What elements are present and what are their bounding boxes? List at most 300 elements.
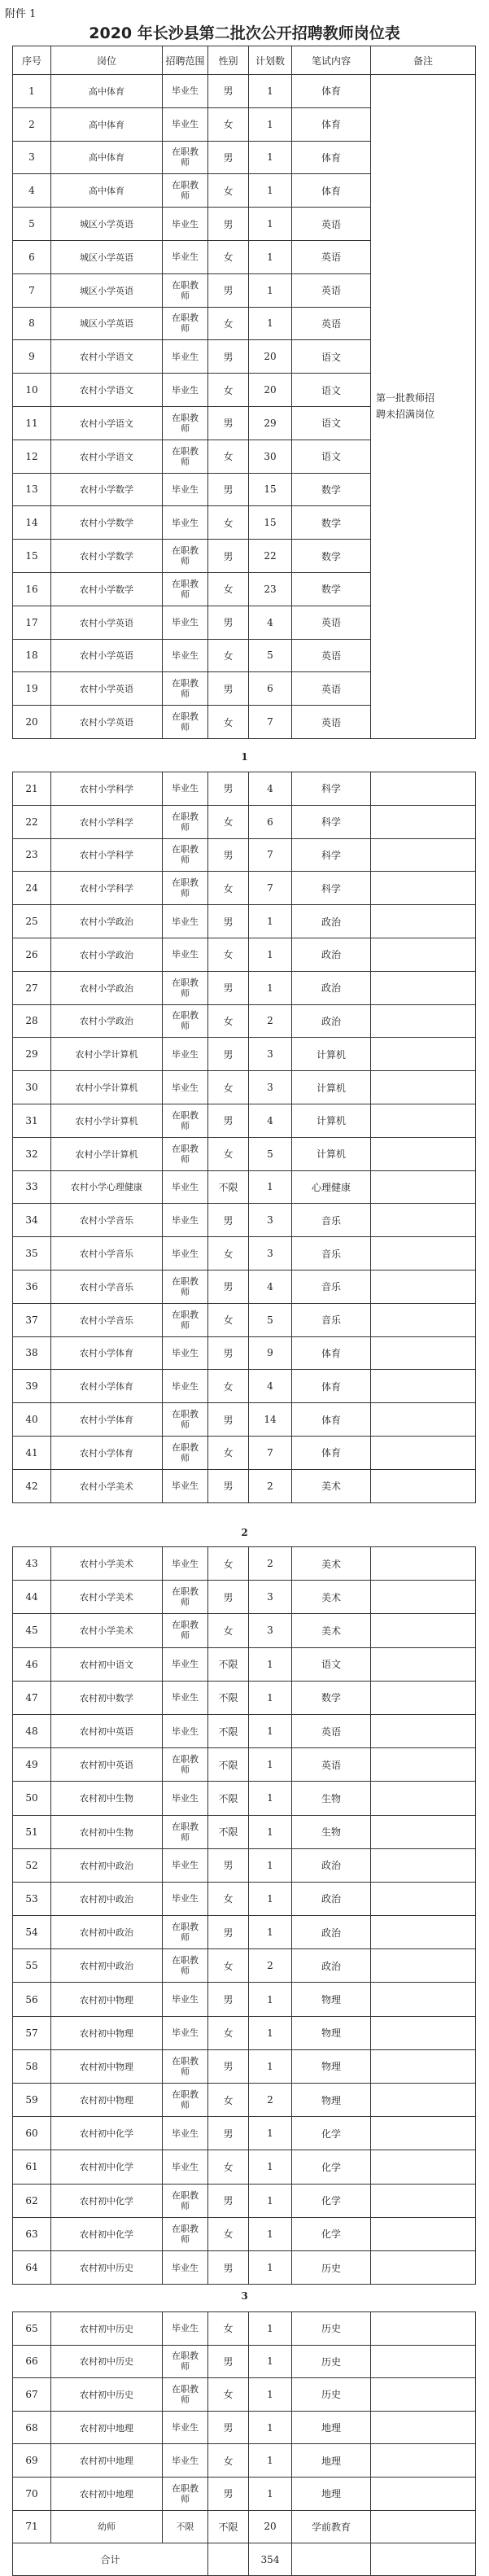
position-name: 农村初中历史: [51, 2250, 163, 2284]
recruit-range: 在职教师: [163, 273, 208, 307]
exam-subject: 政治: [292, 905, 371, 938]
row-number: 47: [13, 1681, 51, 1714]
gender: 不限: [208, 1714, 249, 1747]
gender: 男: [208, 606, 249, 639]
exam-subject: 数学: [292, 540, 371, 573]
table-row: [13, 1714, 476, 1747]
gender: 男: [208, 208, 249, 241]
position-name: 农村初中物理: [51, 2016, 163, 2049]
table-row: [13, 1469, 476, 1502]
recruit-range: 在职教师: [163, 1748, 208, 1782]
plan-count: 2: [249, 1949, 292, 1983]
row-number: 62: [13, 2184, 51, 2217]
remark-cell: [371, 2184, 476, 2217]
exam-subject: 英语: [292, 639, 371, 672]
row-number: 17: [13, 606, 51, 639]
exam-subject: 科学: [292, 838, 371, 872]
plan-count: 22: [249, 540, 292, 573]
gender: 女: [208, 872, 249, 905]
row-number: 3: [13, 141, 51, 174]
exam-subject: 物理: [292, 1983, 371, 2016]
row-number: 22: [13, 805, 51, 838]
gender: 女: [208, 2217, 249, 2250]
remark-cell: [371, 1815, 476, 1848]
position-name: 农村初中政治: [51, 1848, 163, 1882]
remark-cell: [371, 1170, 476, 1204]
plan-count: 1: [249, 1782, 292, 1815]
header-cell: 备注: [371, 46, 476, 75]
gender: 男: [208, 2411, 249, 2444]
plan-count: 3: [249, 1038, 292, 1071]
row-number: 11: [13, 406, 51, 440]
gender: 女: [208, 1949, 249, 1983]
gender: 女: [208, 2378, 249, 2412]
gender: 女: [208, 2016, 249, 2049]
recruit-range: 毕业生: [163, 1647, 208, 1681]
exam-subject: 体育: [292, 141, 371, 174]
plan-count: 2: [249, 1547, 292, 1581]
exam-subject: 历史: [292, 2312, 371, 2346]
position-name: 农村小学科学: [51, 805, 163, 838]
recruit-range: 在职教师: [163, 2345, 208, 2378]
table-row: [13, 2150, 476, 2184]
recruit-range: 在职教师: [163, 706, 208, 739]
gender: 女: [208, 2084, 249, 2117]
exam-subject: 物理: [292, 2049, 371, 2083]
position-name: 高中体育: [51, 141, 163, 174]
row-number: 38: [13, 1336, 51, 1370]
position-name: 农村初中语文: [51, 1647, 163, 1681]
table-row: [13, 1614, 476, 1647]
exam-subject: 体育: [292, 107, 371, 141]
position-name: 农村小学美术: [51, 1581, 163, 1614]
remark-cell: [371, 1004, 476, 1038]
total-label: 合计: [13, 2543, 208, 2576]
plan-count: 1: [249, 141, 292, 174]
plan-count: 1: [249, 938, 292, 971]
table-row: [13, 1403, 476, 1437]
recruit-range: 毕业生: [163, 2150, 208, 2184]
gender: 男: [208, 141, 249, 174]
table-row: [13, 1748, 476, 1782]
remark-cell: [371, 805, 476, 838]
gender: 女: [208, 1614, 249, 1647]
position-name: 农村小学计算机: [51, 1137, 163, 1170]
remark-cell: [371, 1614, 476, 1647]
plan-count: 1: [249, 1170, 292, 1204]
row-number: 36: [13, 1270, 51, 1303]
exam-subject: 美术: [292, 1469, 371, 1502]
gender: 男: [208, 406, 249, 440]
recruit-range: 毕业生: [163, 1782, 208, 1815]
recruit-range: 毕业生: [163, 107, 208, 141]
exam-subject: 体育: [292, 1436, 371, 1469]
remark-cell: [371, 1581, 476, 1614]
header-cell: 性别: [208, 46, 249, 75]
table-row: [13, 2411, 476, 2444]
recruit-range: 在职教师: [163, 1104, 208, 1137]
exam-subject: 心理健康: [292, 1170, 371, 1204]
exam-subject: 政治: [292, 1949, 371, 1983]
row-number: 39: [13, 1370, 51, 1403]
recruit-range: 在职教师: [163, 1581, 208, 1614]
position-name: 高中体育: [51, 75, 163, 108]
plan-count: 1: [249, 2217, 292, 2250]
gender: 女: [208, 572, 249, 606]
recruit-range: 在职教师: [163, 2217, 208, 2250]
position-name: 农村初中生物: [51, 1782, 163, 1815]
table-row: [13, 772, 476, 806]
row-number: 16: [13, 572, 51, 606]
position-name: 幼师: [51, 2510, 163, 2543]
plan-count: 1: [249, 2117, 292, 2150]
exam-subject: 语文: [292, 374, 371, 407]
table-row: [13, 1104, 476, 1137]
recruit-range: 毕业生: [163, 2444, 208, 2478]
row-number: 31: [13, 1104, 51, 1137]
exam-subject: 语文: [292, 1647, 371, 1681]
exam-subject: 美术: [292, 1581, 371, 1614]
plan-count: 20: [249, 374, 292, 407]
recruit-range: 在职教师: [163, 540, 208, 573]
plan-count: 4: [249, 1104, 292, 1137]
plan-count: 5: [249, 1303, 292, 1336]
row-number: 4: [13, 174, 51, 208]
gender: 男: [208, 2345, 249, 2378]
exam-subject: 体育: [292, 75, 371, 108]
exam-subject: 政治: [292, 1004, 371, 1038]
positions-table-page-2: [12, 772, 476, 1503]
position-name: 农村小学英语: [51, 606, 163, 639]
remark-cell: [371, 938, 476, 971]
gender: 女: [208, 1370, 249, 1403]
exam-subject: 政治: [292, 938, 371, 971]
total-spacer: [208, 2543, 249, 2576]
position-name: 农村小学语文: [51, 374, 163, 407]
gender: 男: [208, 1983, 249, 2016]
gender: 男: [208, 340, 249, 374]
position-name: 农村小学计算机: [51, 1104, 163, 1137]
position-name: 农村小学科学: [51, 872, 163, 905]
table-row: [13, 872, 476, 905]
gender: 男: [208, 1038, 249, 1071]
remark-cell: [371, 2084, 476, 2117]
page-number: 2: [241, 1527, 248, 1538]
gender: 男: [208, 2117, 249, 2150]
plan-count: 4: [249, 606, 292, 639]
remark-cell: [371, 1748, 476, 1782]
plan-count: 14: [249, 1403, 292, 1437]
positions-table-page-1: [12, 46, 476, 739]
recruit-range: 毕业生: [163, 938, 208, 971]
position-name: 农村初中政治: [51, 1882, 163, 1915]
exam-subject: 体育: [292, 1336, 371, 1370]
plan-count: 15: [249, 506, 292, 540]
position-name: 农村小学数学: [51, 473, 163, 506]
gender: 女: [208, 107, 249, 141]
table-row: [13, 1916, 476, 1949]
remark-cell: [371, 1949, 476, 1983]
position-name: 农村小学科学: [51, 772, 163, 806]
remark-cell: [371, 1071, 476, 1104]
row-number: 70: [13, 2477, 51, 2510]
row-number: 19: [13, 672, 51, 706]
exam-subject: 语文: [292, 340, 371, 374]
plan-count: 5: [249, 1137, 292, 1170]
table-row: [13, 1681, 476, 1714]
exam-subject: 物理: [292, 2084, 371, 2117]
table-row: [13, 905, 476, 938]
gender: 不限: [208, 1647, 249, 1681]
row-number: 7: [13, 273, 51, 307]
page-number: 1: [241, 751, 248, 763]
row-number: 33: [13, 1170, 51, 1204]
gender: 女: [208, 805, 249, 838]
row-number: 65: [13, 2312, 51, 2346]
position-name: 农村小学政治: [51, 971, 163, 1004]
row-number: 71: [13, 2510, 51, 2543]
remark-cell: [371, 971, 476, 1004]
row-number: 69: [13, 2444, 51, 2478]
remark-cell: [371, 905, 476, 938]
exam-subject: 英语: [292, 606, 371, 639]
row-number: 57: [13, 2016, 51, 2049]
position-name: 农村小学科学: [51, 838, 163, 872]
recruit-range: 毕业生: [163, 2250, 208, 2284]
recruit-range: 在职教师: [163, 2184, 208, 2217]
remark-cell: [371, 772, 476, 806]
plan-count: 30: [249, 440, 292, 473]
exam-subject: 英语: [292, 1714, 371, 1747]
exam-subject: 政治: [292, 1916, 371, 1949]
exam-subject: 地理: [292, 2477, 371, 2510]
remark-cell: [371, 2510, 476, 2543]
recruit-range: 在职教师: [163, 1916, 208, 1949]
table-header-row: [13, 46, 476, 75]
row-number: 49: [13, 1748, 51, 1782]
table-row: [13, 838, 476, 872]
plan-count: 4: [249, 1370, 292, 1403]
table-row: [13, 2016, 476, 2049]
exam-subject: 学前教育: [292, 2510, 371, 2543]
row-number: 21: [13, 772, 51, 806]
recruit-range: 毕业生: [163, 1681, 208, 1714]
plan-count: 3: [249, 1237, 292, 1271]
recruit-range: 在职教师: [163, 1004, 208, 1038]
remark-cell: [371, 1469, 476, 1502]
table-row: [13, 1647, 476, 1681]
attachment-label: 附件 1: [5, 8, 37, 20]
gender: 男: [208, 838, 249, 872]
recruit-range: 毕业生: [163, 340, 208, 374]
gender: 女: [208, 374, 249, 407]
remark-cell: 第一批教师招聘未招满岗位: [371, 75, 476, 739]
plan-count: 1: [249, 1748, 292, 1782]
exam-subject: 历史: [292, 2378, 371, 2412]
gender: 女: [208, 174, 249, 208]
recruit-range: 在职教师: [163, 672, 208, 706]
remark-cell: [371, 1204, 476, 1237]
plan-count: 1: [249, 905, 292, 938]
header-cell: 序号: [13, 46, 51, 75]
plan-count: 3: [249, 1204, 292, 1237]
position-name: 农村初中化学: [51, 2150, 163, 2184]
position-name: 农村小学数学: [51, 540, 163, 573]
exam-subject: 数学: [292, 506, 371, 540]
row-number: 59: [13, 2084, 51, 2117]
recruit-range: 毕业生: [163, 1204, 208, 1237]
row-number: 54: [13, 1916, 51, 1949]
recruit-range: 在职教师: [163, 2477, 208, 2510]
page-title: 2020 年长沙县第二批次公开招聘教师岗位表: [89, 24, 400, 42]
position-name: 农村初中生物: [51, 1815, 163, 1848]
plan-count: 7: [249, 838, 292, 872]
position-name: 农村小学英语: [51, 706, 163, 739]
row-number: 64: [13, 2250, 51, 2284]
plan-count: 1: [249, 1882, 292, 1915]
row-number: 25: [13, 905, 51, 938]
row-number: 9: [13, 340, 51, 374]
exam-subject: 语文: [292, 406, 371, 440]
gender: 不限: [208, 1681, 249, 1714]
remark-cell: [371, 1714, 476, 1747]
recruit-range: 毕业生: [163, 772, 208, 806]
row-number: 28: [13, 1004, 51, 1038]
remark-cell: [371, 1983, 476, 2016]
gender: 女: [208, 1004, 249, 1038]
plan-count: 20: [249, 340, 292, 374]
table-row: [13, 2084, 476, 2117]
table-row: [13, 1581, 476, 1614]
plan-count: 1: [249, 1647, 292, 1681]
row-number: 35: [13, 1237, 51, 1271]
position-name: 农村小学数学: [51, 572, 163, 606]
remark-cell: [371, 1403, 476, 1437]
plan-count: 1: [249, 1848, 292, 1882]
recruit-range: 在职教师: [163, 2084, 208, 2117]
position-name: 农村小学音乐: [51, 1237, 163, 1271]
plan-count: 15: [249, 473, 292, 506]
table-row: [13, 2217, 476, 2250]
table-row: [13, 2184, 476, 2217]
position-name: 农村小学英语: [51, 639, 163, 672]
row-number: 46: [13, 1647, 51, 1681]
position-name: 农村初中政治: [51, 1949, 163, 1983]
remark-cell: [371, 1882, 476, 1915]
gender: 不限: [208, 1748, 249, 1782]
plan-count: 2: [249, 1004, 292, 1038]
row-number: 12: [13, 440, 51, 473]
plan-count: 1: [249, 208, 292, 241]
gender: 女: [208, 1071, 249, 1104]
table-row: [13, 2117, 476, 2150]
row-number: 52: [13, 1848, 51, 1882]
remark-cell: [371, 1038, 476, 1071]
recruit-range: 在职教师: [163, 307, 208, 340]
exam-subject: 计算机: [292, 1038, 371, 1071]
recruit-range: 毕业生: [163, 1071, 208, 1104]
row-number: 48: [13, 1714, 51, 1747]
exam-subject: 英语: [292, 307, 371, 340]
position-name: 农村初中政治: [51, 1916, 163, 1949]
table-row: [13, 2378, 476, 2412]
recruit-range: 在职教师: [163, 406, 208, 440]
position-name: 农村初中化学: [51, 2217, 163, 2250]
row-number: 53: [13, 1882, 51, 1915]
row-number: 27: [13, 971, 51, 1004]
position-name: 农村小学政治: [51, 938, 163, 971]
position-name: 农村小学音乐: [51, 1204, 163, 1237]
row-number: 44: [13, 1581, 51, 1614]
plan-count: 1: [249, 2049, 292, 2083]
recruit-range: 在职教师: [163, 1614, 208, 1647]
position-name: 农村初中历史: [51, 2312, 163, 2346]
position-name: 农村小学美术: [51, 1614, 163, 1647]
exam-subject: 美术: [292, 1614, 371, 1647]
gender: 男: [208, 1403, 249, 1437]
gender: 女: [208, 1547, 249, 1581]
table-row: [13, 938, 476, 971]
remark-cell: [371, 2049, 476, 2083]
total-spacer: [292, 2543, 371, 2576]
plan-count: 29: [249, 406, 292, 440]
exam-subject: 英语: [292, 1748, 371, 1782]
table-row: [13, 971, 476, 1004]
recruit-range: 毕业生: [163, 2016, 208, 2049]
exam-subject: 化学: [292, 2184, 371, 2217]
position-name: 城区小学英语: [51, 307, 163, 340]
plan-count: 1: [249, 1983, 292, 2016]
gender: 女: [208, 307, 249, 340]
position-name: 农村初中物理: [51, 1983, 163, 2016]
gender: 男: [208, 75, 249, 108]
table-row: [13, 1436, 476, 1469]
plan-count: 1: [249, 2345, 292, 2378]
recruit-range: 毕业生: [163, 75, 208, 108]
gender: 男: [208, 1270, 249, 1303]
exam-subject: 科学: [292, 872, 371, 905]
recruit-range: 毕业生: [163, 1848, 208, 1882]
recruit-range: 毕业生: [163, 2411, 208, 2444]
exam-subject: 历史: [292, 2345, 371, 2378]
recruit-range: 毕业生: [163, 639, 208, 672]
position-name: 农村初中地理: [51, 2477, 163, 2510]
row-number: 20: [13, 706, 51, 739]
recruit-range: 毕业生: [163, 2117, 208, 2150]
plan-count: 20: [249, 2510, 292, 2543]
exam-subject: 化学: [292, 2117, 371, 2150]
row-number: 2: [13, 107, 51, 141]
position-name: 农村初中历史: [51, 2345, 163, 2378]
position-name: 农村小学体育: [51, 1436, 163, 1469]
remark-cell: [371, 1436, 476, 1469]
plan-count: 1: [249, 240, 292, 273]
plan-count: 1: [249, 971, 292, 1004]
table-row: [13, 2250, 476, 2284]
position-name: 农村初中历史: [51, 2378, 163, 2412]
position-name: 高中体育: [51, 174, 163, 208]
gender: 男: [208, 1916, 249, 1949]
row-number: 8: [13, 307, 51, 340]
gender: 男: [208, 971, 249, 1004]
positions-table-page-4: [12, 2311, 476, 2576]
gender: 女: [208, 506, 249, 540]
recruit-range: 在职教师: [163, 174, 208, 208]
table-row: [13, 1782, 476, 1815]
recruit-range: 毕业生: [163, 1547, 208, 1581]
recruit-range: 毕业生: [163, 506, 208, 540]
recruit-range: 毕业生: [163, 1714, 208, 1747]
